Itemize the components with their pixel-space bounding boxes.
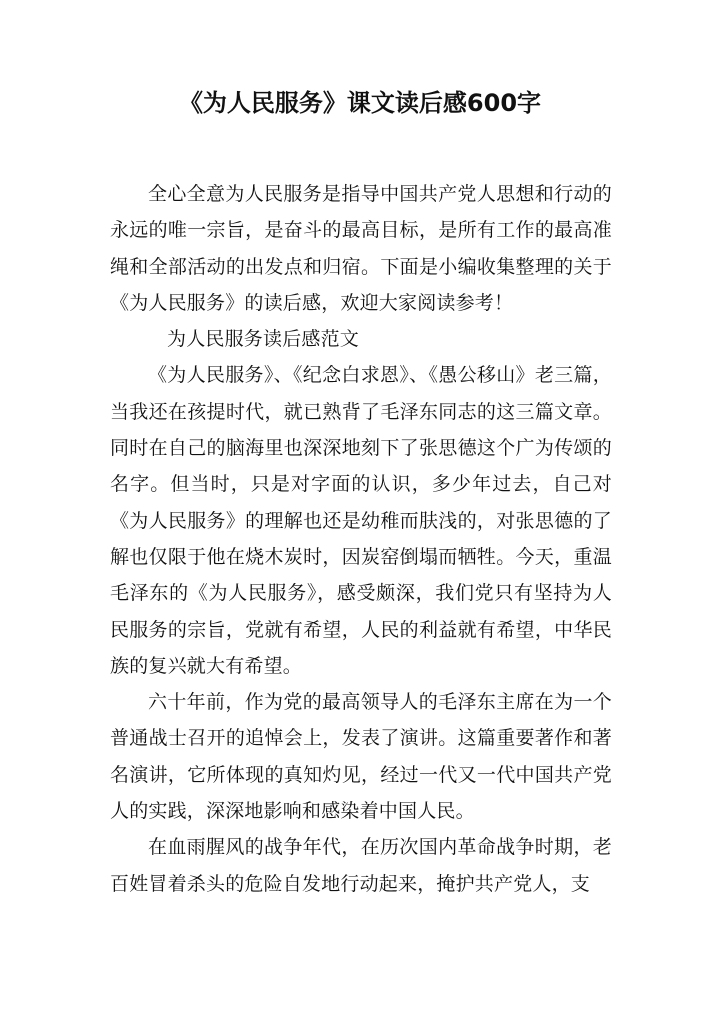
document-title: 《为人民服务》课文读后感600字: [178, 89, 542, 117]
paragraph-war-years: 在血雨腥风的战争年代，在历次国内革命战争时期，老百姓冒着杀头的危险自发地行动起来，掩护共产党人，支: [110, 836, 612, 895]
paragraph-intro: 全心全意为人民服务是指导中国共产党人思想和行动的永远的唯一宗旨，是奋斗的最高目标，是所有工作的最高准绳和全部活动的出发点和归宿。下面是小编收集整理的关于《为人民服务》的读后感，欢迎大家阅读参考！: [110, 183, 612, 314]
section-heading: 为人民服务读后感范文: [167, 328, 360, 351]
paragraph-three-articles: 《为人民服务》、《纪念白求恩》、《愚公移山》老三篇，当我还在孩提时代，就已熟背了毛泽东同志的这三篇文章。同时在自己的脑海里也深深地刻下了张思德这个广为传颂的名字。但当时，只是对字面的认识，多少年过去，自己对《为人民服务》的理解也还是幼稚而肤浅的，对张思德的了解也仅限于他在烧木炭时，因炭窑倒塌而牺牲。今天，重温毛泽东的《为人民服务》，感受颇深，我们党只有坚持为人民服务的宗旨，党就有希望，人民的利益就有希望，中华民族的复兴就大有希望。: [110, 364, 612, 677]
paragraph-sixty-years: 六十年前，作为党的最高领导人的毛泽东主席在为一个普通战士召开的追悼会上，发表了演讲。这篇重要著作和著名演讲，它所体现的真知灼见，经过一代又一代中国共产党人的实践，深深地影响和感染着中国人民。: [110, 691, 612, 823]
document-body: [110, 176, 612, 902]
